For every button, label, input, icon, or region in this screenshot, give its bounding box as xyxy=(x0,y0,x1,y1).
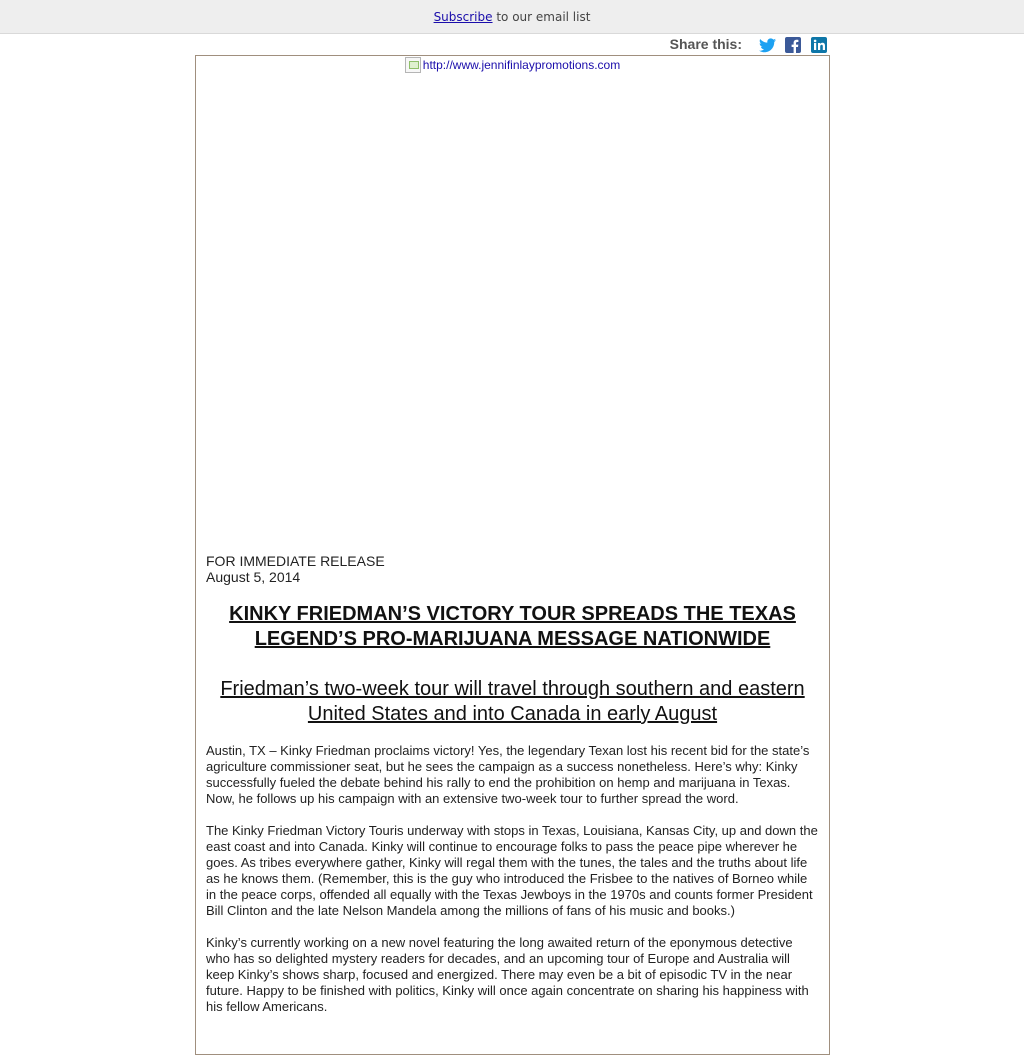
share-label: Share this: xyxy=(669,36,742,52)
subheadline: Friedman’s two-week tour will travel through southern and eastern United States and into Canada in early August xyxy=(220,678,805,725)
headline: KINKY FRIEDMAN’S VICTORY TOUR SPREADS THE TEXAS LEGEND’S PRO-MARIJUANA MESSAGE NATIONWIDE xyxy=(229,603,796,650)
paragraph-2: The Kinky Friedman Victory Touris underway with stops in Texas, Louisiana, Kansas City, up and down the east coast and into Canada. Kinky will continue to encourage folks to pass the peace pipe wherever he goes. As tribes everywhere gather, Kinky will regal them with the tunes, the tales and the truths about life as he knows them. (Remember, this is the guy who introduced the Frisbee to the natives of Borneo while in the peace corps, offended all equally with the Texas Jewboys in the 1970s and counts former President Bill Clinton and the late Nelson Mandela among the millions of fans of his music and books.) xyxy=(206,823,818,918)
twitter-icon[interactable] xyxy=(758,36,776,54)
linkedin-icon[interactable] xyxy=(810,36,828,54)
paragraph-3: Kinky’s currently working on a new novel featuring the long awaited return of the eponymous detective who has so delighted mystery readers for decades, and an upcoming tour of Europe and Australia will keep Kinky’s shows sharp, focused and energized. There may even be a bit of episodic TV in the near future. Happy to be finished with politics, Kinky will once again concentrate on sharing his happiness with his fellow Americans. xyxy=(206,935,809,1014)
paragraph-1: Austin, TX – Kinky Friedman proclaims victory! Yes, the legendary Texan lost his recent bid for the state’s agriculture commissioner seat, but he sees the campaign as a success nonetheless. Here’s why: Kinky successfully fueled the debate behind his rally to end the prohibition on hemp and marijuana in Texas. Now, he follows up his campaign with an extensive two-week tour to further spread the word. xyxy=(206,743,810,806)
header-image-alt[interactable] xyxy=(405,57,620,73)
release-date: August 5, 2014 xyxy=(206,569,301,585)
header-image[interactable] xyxy=(196,56,829,546)
email-container xyxy=(195,55,830,1055)
share-bar xyxy=(600,34,828,56)
header-image-alt-text: http://www.jennifinlaypromotions.com xyxy=(422,58,621,72)
subscribe-text: to our email list xyxy=(492,10,591,24)
subscribe-bar xyxy=(0,0,1024,34)
article-body xyxy=(206,553,819,1015)
facebook-icon[interactable] xyxy=(784,36,802,54)
release-label: FOR IMMEDIATE RELEASE xyxy=(206,553,385,569)
broken-image-icon xyxy=(405,57,421,73)
subscribe-link[interactable]: Subscribe xyxy=(433,10,493,24)
